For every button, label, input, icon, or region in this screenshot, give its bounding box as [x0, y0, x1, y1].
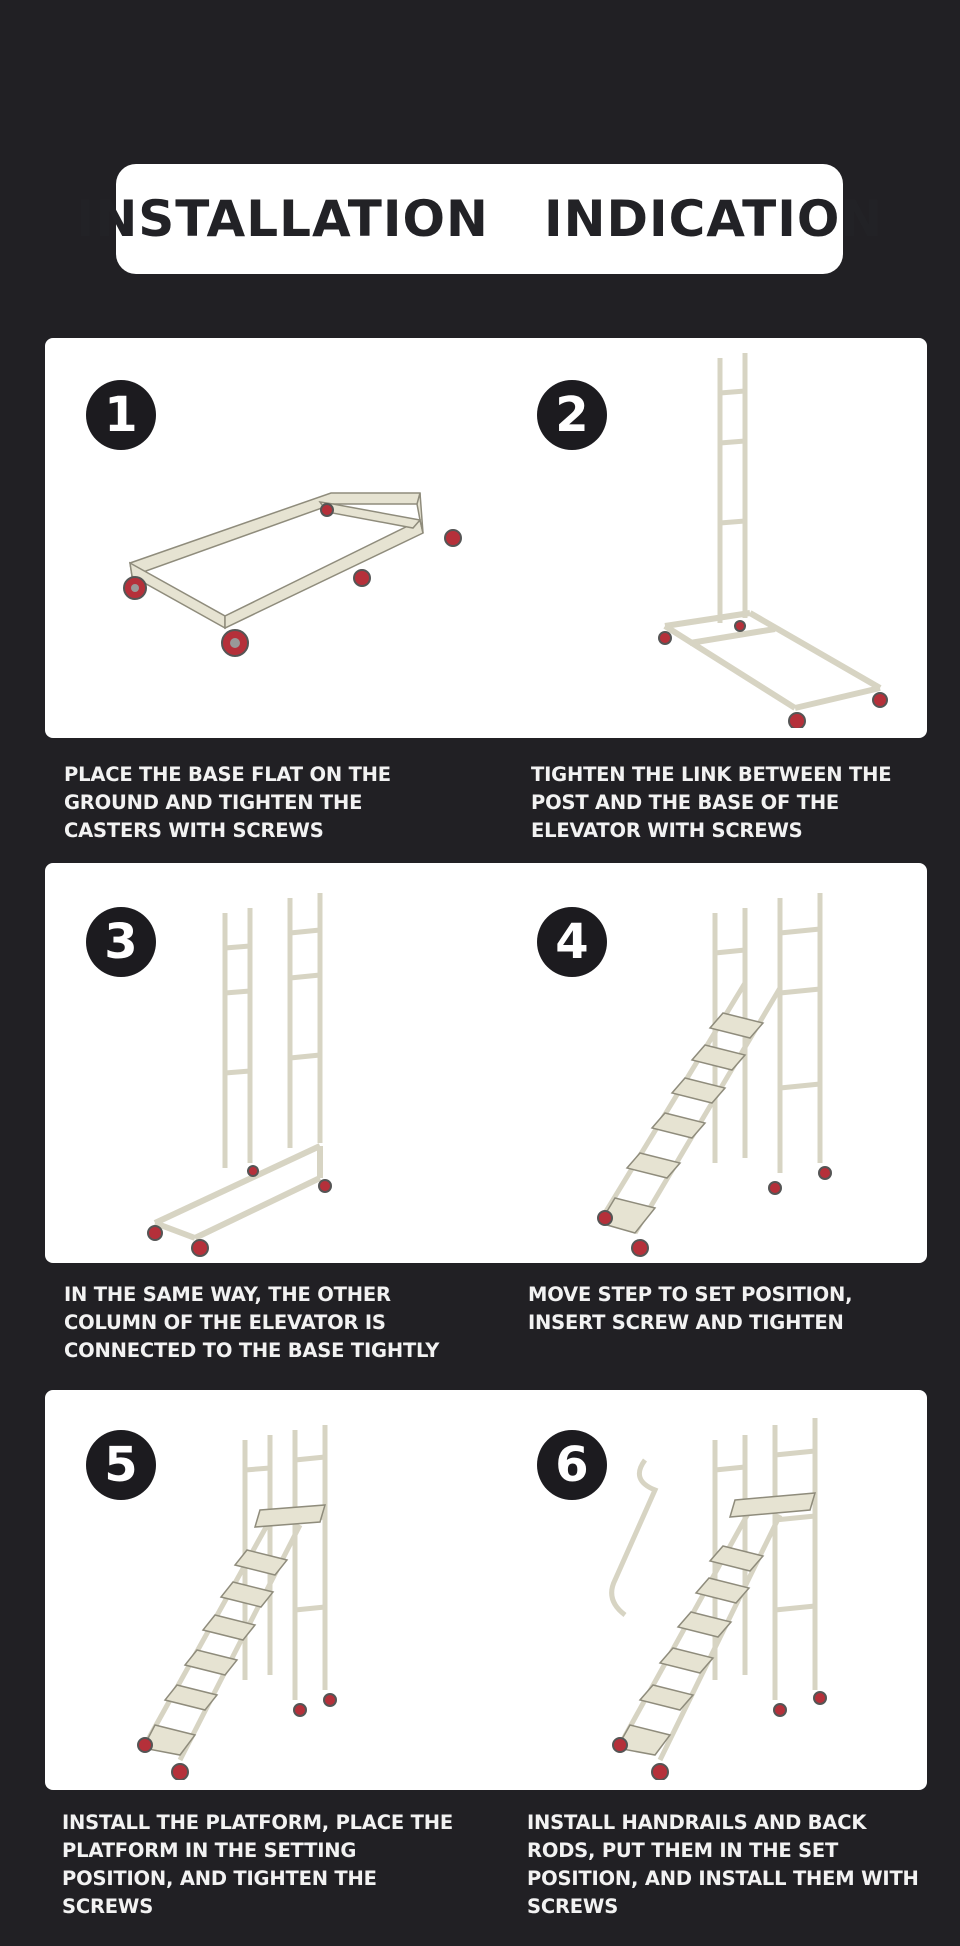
- step-5-caption: INSTALL THE PLATFORM, PLACE THE PLATFORM IN THE SETTING POSITION, AND TIGHTEN THE SCREWS: [62, 1811, 453, 1918]
- step-badge-1: 1: [86, 380, 156, 450]
- step-panel-1-2: [45, 338, 927, 738]
- step-badge-3: 3: [86, 907, 156, 977]
- step-badge-5: 5: [86, 1430, 156, 1500]
- step-4-caption: MOVE STEP TO SET POSITION, INSERT SCREW AND TIGHTEN: [528, 1283, 853, 1334]
- ladder-platform-image: [135, 1410, 415, 1780]
- step-panel-5-6: [45, 1390, 927, 1790]
- step-2-caption: TIGHTEN THE LINK BETWEEN THE POST AND THE BASE OF THE ELEVATOR WITH SCREWS: [531, 763, 892, 842]
- base-frame-image: [75, 438, 475, 678]
- page-title: INSTALLATION INDICATION: [75, 190, 884, 248]
- step-6-caption: INSTALL HANDRAILS AND BACK RODS, PUT THEM IN THE SET POSITION, AND INSTALL THEM WITH SCREWS: [527, 1811, 919, 1918]
- base-one-post-image: [645, 348, 905, 728]
- step-1-caption: PLACE THE BASE FLAT ON THE GROUND AND TIGHTEN THE CASTERS WITH SCREWS: [64, 763, 391, 842]
- step-panel-3-4: [45, 863, 927, 1263]
- ladder-handrails-image: [605, 1400, 905, 1780]
- step-badge-6: 6: [537, 1430, 607, 1500]
- step-badge-4: 4: [537, 907, 607, 977]
- step-badge-2: 2: [537, 380, 607, 450]
- ladder-steps-image: [595, 873, 895, 1263]
- title-banner: [75, 164, 884, 274]
- base-two-posts-image: [125, 878, 405, 1258]
- step-3-caption: IN THE SAME WAY, THE OTHER COLUMN OF THE ELEVATOR IS CONNECTED TO THE BASE TIGHTLY: [64, 1283, 440, 1362]
